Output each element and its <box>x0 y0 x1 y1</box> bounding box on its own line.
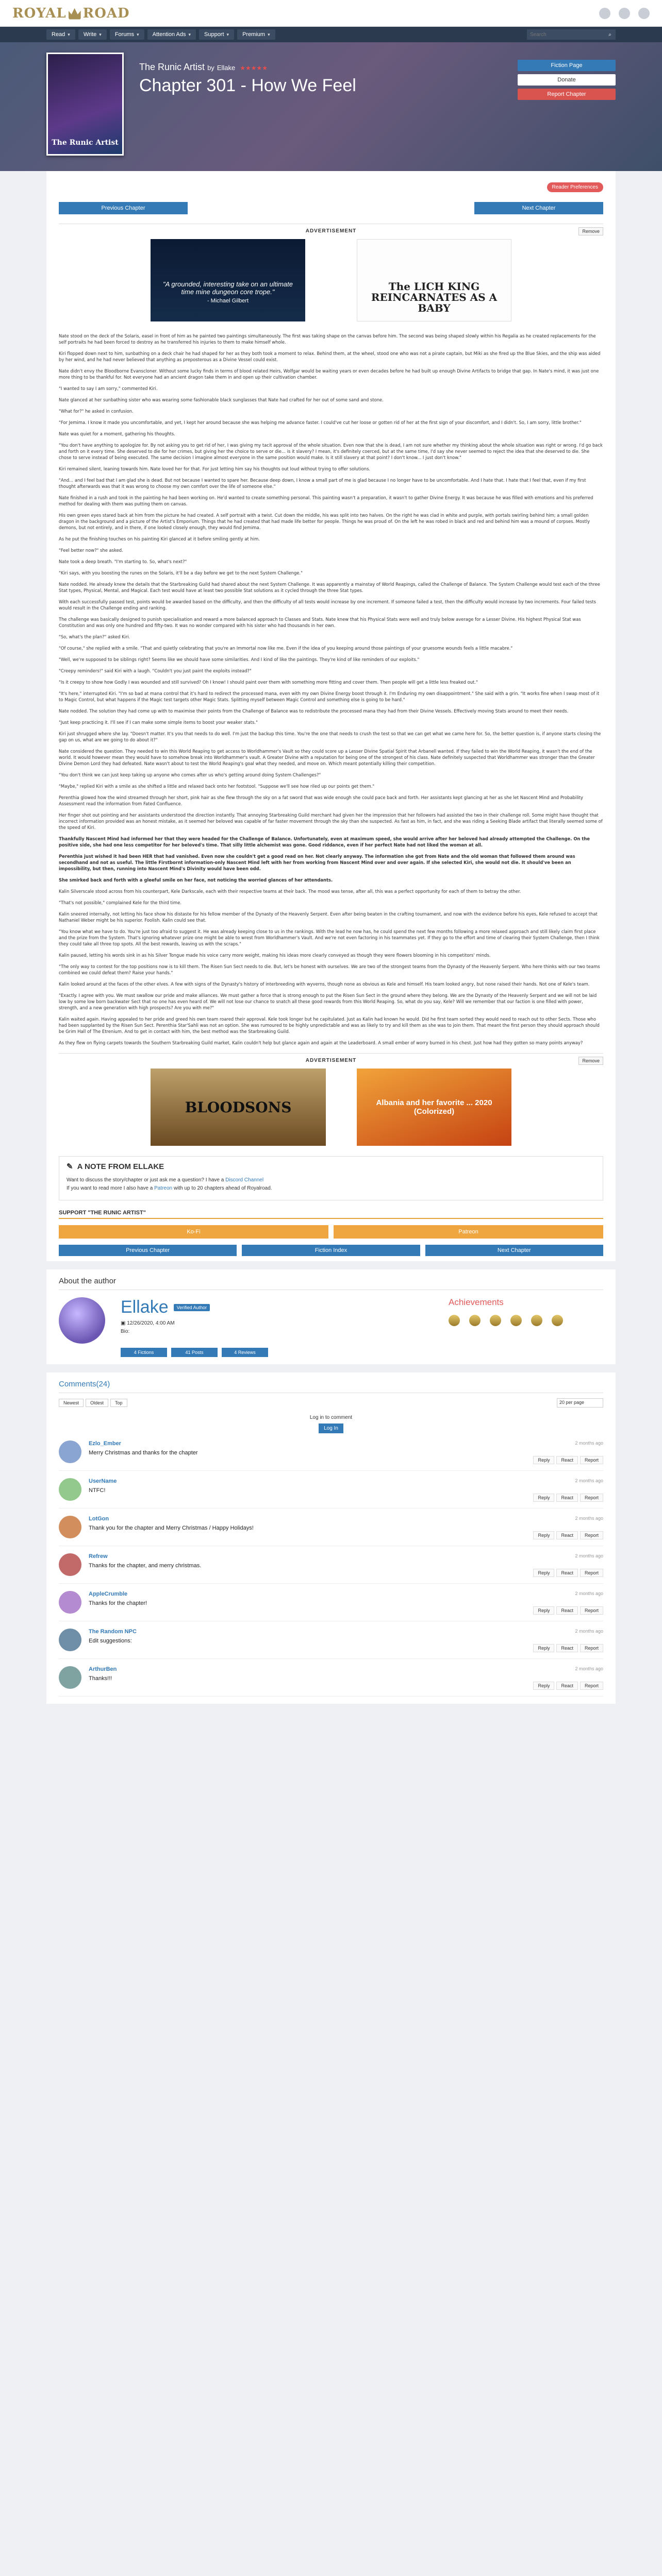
author-avatar[interactable] <box>59 1297 105 1344</box>
ad-banner[interactable]: "A grounded, interesting take on an ultimate time mine dungeon core trope." - Michael Gilbert <box>151 239 305 321</box>
commenter-avatar[interactable] <box>59 1478 81 1501</box>
nav-item-read[interactable] <box>46 29 75 40</box>
react-button[interactable]: React <box>556 1531 578 1539</box>
chapter-paragraph: "So, what's the plan?" asked Kiri. <box>59 634 130 639</box>
chapter-paragraph: Kalin paused, letting his words sink in as his Silver Tongue made his voice carry more weight, making his ideas more clearly conveyed as though they were flowers blooming in his competitors' minds. <box>59 953 491 958</box>
ad-block <box>59 1053 603 1146</box>
reply-button[interactable]: Reply <box>533 1644 554 1652</box>
nav-item-premium[interactable] <box>237 29 275 40</box>
comment-text: Thanks for the chapter! <box>89 1600 147 1606</box>
previous-chapter-button[interactable]: Previous Chapter <box>59 1245 237 1256</box>
crown-icon <box>69 7 81 20</box>
remove-ad-button[interactable]: Remove <box>578 227 603 235</box>
achievement-icon[interactable] <box>531 1315 542 1326</box>
chapter-paragraph: As they flew on flying carpets towards the Southern Starbreaking Guild market, Kalin couldn't help but glance again and again at the Leaderboard. A small ember of worry burned in his chest. Just how had they gotten so many points anyway? <box>59 1040 583 1045</box>
chapter-paragraph: His own green eyes stared back at him from the picture he had created. A self portrait with a twist. Cut down the middle, his was split into two halves. On the right he was clad in white and purple, with portals swirling behind him; a small golden dragon in the background and a picture of the Artist's Emporium. Things that he had created that had made life better for people. Things he was proud of. On the left he was robed in black and red and behind him was a mound of corpses. Mostly demons, but not entirely, and in there, if one looked closely enough, they would find Jemima. <box>59 513 590 530</box>
chapter-paragraph: Perenthia just wished it had been HER that had vanished. Even now she couldn't get a good read on her. Not clearly anyway. The information she got from Nate and the old woman that followed them around was secondhand and not as useful. The little Firstbornt information-only Nascent Mind left with her from working from Nascent Mind over and over again. If she selected Kiri, she would not die. It should've been an impossibility, but then, running into Nascent Mind's Divinity would have been odd. <box>59 854 575 871</box>
ad-block <box>59 224 603 321</box>
chevron-down-icon: ▾ <box>188 31 191 37</box>
previous-chapter-button[interactable]: Previous Chapter <box>59 202 188 214</box>
comment-time: 2 months ago <box>575 1591 603 1596</box>
chapter-paragraph: "Exactly. I agree with you. We must swallow our pride and make alliances. We must gather a force that is strong enough to put the Risen Sun Sect in the ground where they belong. We are the Dynasty of the Heavenly Serpent and we will not be laid low by some low born backwater Sect that no one has even heard of. We will not lose our chance to snatch all these good rewards from this World Reaping. So, what do you say, Kele? Will we remember that our faction is one filled with power, strength, and a new generation with high prospects? Are you with me?" <box>59 993 597 1010</box>
chevron-down-icon: ▾ <box>137 31 139 37</box>
commenter-avatar[interactable] <box>59 1629 81 1651</box>
chapter-paragraph: "Is it creepy to show how Godly I was wounded and still survived? Oh I know! I should paint over them with something more fitting and cover them. Then people will get a little less freaked out." <box>59 680 478 685</box>
author-note: ✎ A NOTE FROM ELLAKE Want to discuss the story/chapter or just ask me a question? I have a Discord Channel If you want to read more I also have a Patreon with up to 20 chapters ahead of Royalroad. <box>59 1156 603 1200</box>
chapter-paragraph: She smirked back and forth with a gleeful smile on her face, not noticing the worried glances of her attendants. <box>59 877 333 883</box>
story-cover[interactable]: The Runic Artist <box>46 53 124 156</box>
section-title: About the author <box>59 1277 603 1290</box>
main-nav <box>0 27 662 42</box>
comment-text: Edit suggestions: <box>89 1638 132 1644</box>
commenter-name[interactable]: AppleCrumble <box>89 1591 128 1597</box>
comment-text: Thanks!!! <box>89 1675 112 1682</box>
chapter-paragraph: "Kiri says, with you boosting the runes on the Solaris, it'll be a day before we get to the next System Challenge." <box>59 570 303 575</box>
commenter-avatar[interactable] <box>59 1666 81 1689</box>
story-title[interactable]: The Runic Artist <box>139 62 205 72</box>
report-button[interactable]: Report <box>580 1606 603 1615</box>
nav-item-label: Read <box>52 31 65 38</box>
chapter-paragraph: "That's not possible," complained Kele for the third time. <box>59 900 182 905</box>
chevron-down-icon: ▾ <box>226 31 229 37</box>
sort-option[interactable]: Top <box>110 1399 127 1407</box>
chapter-paragraph: "It's here," interrupted Kiri. "I'm so bad at mana control that it's hard to redirect the processed mana, even with my own Divine Energy boost through it. I'm Enduring my own disappointment." She said with a grin. "It works fine when I swap most of it to Magic Control, but what happens if the Magic test targets other Magic Stats. Splitting myself between Magic Control and something else is going to be hard." <box>59 691 600 702</box>
top-bar <box>0 0 662 27</box>
react-button[interactable]: React <box>556 1456 578 1464</box>
achievement-icon[interactable] <box>469 1315 481 1326</box>
chapter-paragraph: "And... and I feel bad that I am glad she is dead. But not because I wanted to spare her. Because deep down, I know a small part of me is glad because I no longer have to be uncomfortable. And I hate that. I hate that I feel that, even if my first thought afterwards was that it was wrong to choose my own comfort over the life of someone else." <box>59 478 586 489</box>
achievements-title: Achievements <box>449 1297 504 1307</box>
chapter-paragraph: Nate glanced at her sunbathing sister who was wearing some fashionable black sunglasses that Nate had crafted for her out of some sand and stone. <box>59 397 384 402</box>
author-name[interactable]: Ellake <box>121 1297 169 1317</box>
author-joined: ▣ 12/26/2020, 4:00 AM <box>121 1320 175 1326</box>
report-chapter-button[interactable]: Report Chapter <box>518 89 616 100</box>
nav-item-label: Attention Ads <box>152 31 186 38</box>
comment-item <box>59 1584 603 1621</box>
comment-text: Merry Christmas and thanks for the chapter <box>89 1450 198 1456</box>
chevron-down-icon: ▾ <box>99 31 102 37</box>
chapter-paragraph: Kalin sneered internally, not letting his face show his distaste for his fellow member of the Dynasty of the Heavenly Serpent. Even after being beaten in the crafting tournament, and now with the evidence before his eyes, Kele refused to accept that Nathaniel Weber might be his superior. Foolish. Kalin could see that. <box>59 911 598 923</box>
search-input[interactable] <box>527 29 604 40</box>
fiction-index-button[interactable]: Fiction Index <box>242 1245 420 1256</box>
achievement-icon[interactable] <box>490 1315 501 1326</box>
commenter-name[interactable]: UserName <box>89 1478 117 1484</box>
report-button[interactable]: Report <box>580 1531 603 1539</box>
ad-banner[interactable]: Albania and her favorite ... 2020 (Colorized) <box>357 1069 511 1146</box>
comment-time: 2 months ago <box>575 1516 603 1521</box>
chapter-paragraph: "You don't think we can just keep taking up anyone who comes after us who's getting around doing System Challenges?" <box>59 772 321 777</box>
sort-option[interactable]: Oldest <box>86 1399 108 1407</box>
chapter-paragraph: Nate stood on the deck of the Solaris, easel in front of him as he painted two paintings simultaneously. The first was taking shape on the canvas before him. The second was being shaped slowly within his Regalia as he created replacements for the self portraits he had been forced to destroy as he transferred his injuries to them to make himself whole. <box>59 333 596 345</box>
nav-item-attention-ads[interactable] <box>147 29 196 40</box>
chapter-paragraph: Thankfully Nascent Mind had informed her that they were headed for the Challenge of Balance. Unfortunately, even at maximum speed, she would arrive after her beloved had already attempted the Challenge. On the positive side, she had one less competitor for her beloved's time. That silly little alchemist was gone. Good riddance, even if her perfect Nate had not liked the woman at all. <box>59 836 590 848</box>
chapter-paragraph: "Just keep practicing it. I'll see if I can make some simple items to boost your weaker stats." <box>59 720 258 725</box>
comment-item <box>59 1433 603 1471</box>
site-logo[interactable]: ROYAL ROAD <box>12 5 130 21</box>
achievement-icon[interactable] <box>510 1315 522 1326</box>
nav-search <box>527 29 616 40</box>
react-button[interactable]: React <box>556 1569 578 1577</box>
chevron-down-icon: ▾ <box>268 31 270 37</box>
comment-item <box>59 1659 603 1697</box>
reply-button[interactable]: Reply <box>533 1682 554 1690</box>
about-author <box>46 1269 616 1364</box>
search-icon[interactable]: ⌕ <box>604 29 616 40</box>
commenter-name[interactable]: The Random NPC <box>89 1629 137 1635</box>
chapter-paragraph: "The only way to contest for the top positions now is to kill them. The Risen Sun Sect needs to die. But, let's be honest with ourselves. We are two of the strongest teams from the Dynasty of the Heavenly Serpent. Who here thinks with our two teams combined we could defeat them? Raise your hands." <box>59 964 600 975</box>
author-stat-button[interactable]: 4 Reviews <box>222 1348 268 1357</box>
rating-stars: ★★★★★ <box>240 64 268 72</box>
comment-item <box>59 1471 603 1509</box>
comments-title: Comments(24) <box>59 1380 603 1393</box>
messages-icon[interactable] <box>619 8 630 19</box>
comment-item <box>59 1546 603 1584</box>
notifications-icon[interactable] <box>599 8 610 19</box>
fiction-page-button[interactable]: Fiction Page <box>518 60 616 71</box>
discord-link[interactable]: Discord Channel <box>225 1177 264 1183</box>
chapter-paragraph: Nate didn't envy the Bloodborne Evanscloner. Without some lucky finds in terms of blood related Heirs, Wolfgar would be waiting years or even decades before he had built up enough Divine Artifacts to bridge that gap. In Nate's mind, it was just one more thing to be thankful for. Not everyone had an ancient dragon take them in and open up their cultivation chamber. <box>59 368 599 380</box>
chapter-paragraph: "You know what we have to do. You're just too afraid to suggest it. He was already keeping close to us in the rankings. With the lead he now has, he could spend the next few months following a more relaxed approach and still likely claim first place and the prize from the System. That's ignoring whatever prize one might be able to wrest from Worldhammer's Vault. And we're not even factoring in his teammates yet. If they go to the effort and time of clearing their System Challenge, then I think they could take all three top spots. All the best rewards, leaving us with the scraps." <box>59 929 600 946</box>
comment-time: 2 months ago <box>575 1629 603 1634</box>
comment-time: 2 months ago <box>575 1666 603 1671</box>
chapter-paragraph: Kalin waited again. Having appealed to her pride and greed his own team roared their approval. Kele took longer but he capitulated. Just as Kalin had known he would. Did he first team sorted they would need to reach out to other Sects. Those who had been supplanted by the Risen Sun Sect. Perenthia Star'Sahli was not an option. She was rumoured to be highly unpredictable and was as likely to try and kill them as she was to join them. That meant the first person they should approach should be Grim Hall of The Etrenium. And to get in contact with him, the best method was the Starbreaking Guild. <box>59 1016 600 1034</box>
chapter-paragraph: "Of course," she replied with a smile. "That and quietly celebrating that you're an Immortal now like me. Even if the idea of you keeping around those paintings of your gruesome wounds feels a little macabre." <box>59 646 513 651</box>
chapter-paragraph: "Maybe," replied Kiri with a smile as she shifted a little and relaxed back onto her footstool. "Suppose we'll see how riled up our points get them." <box>59 784 375 789</box>
react-button[interactable]: React <box>556 1644 578 1652</box>
report-button[interactable]: Report <box>580 1456 603 1464</box>
ad-banner[interactable]: BLOODSONS <box>151 1069 326 1146</box>
story-author[interactable]: Ellake <box>217 64 236 72</box>
report-button[interactable]: Report <box>580 1569 603 1577</box>
comment-time: 2 months ago <box>575 1440 603 1446</box>
nav-item-forums[interactable] <box>110 29 144 40</box>
next-chapter-button[interactable]: Next Chapter <box>474 202 603 214</box>
chapter-paragraph: "Creepy reminders!" said Kiri with a laugh. "Couldn't you just paint the exploits instead?" <box>59 668 252 673</box>
comment-text: NTFC! <box>89 1487 106 1494</box>
nav-item-label: Support <box>204 31 224 38</box>
commenter-name[interactable]: Refrew <box>89 1553 108 1560</box>
reader-preferences-button[interactable]: Reader Preferences <box>547 182 604 192</box>
chapter-paragraph: Nate took a deep breath. "I'm starting to. So, what's next?" <box>59 559 187 564</box>
chapter-paragraph: Perenthia glowed how the wind streamed through her short, pink hair as she flew through the sky on a fat sword that was wide enough she could pace back and forth. Her assistants kept glancing at her as she let Nascent Mind and Probability Assessment read the information from Fated Confluence. <box>59 795 584 806</box>
commenter-avatar[interactable] <box>59 1591 81 1614</box>
comment-item <box>59 1509 603 1546</box>
comments-section <box>46 1372 616 1704</box>
react-button[interactable]: React <box>556 1494 578 1502</box>
report-button[interactable]: Report <box>580 1494 603 1502</box>
sort-option[interactable]: Newest <box>59 1399 84 1407</box>
chapter-paragraph: As he put the finishing touches on his painting Kiri glanced at it before smiling gently at him. <box>59 536 260 541</box>
comment-text: Thank you for the chapter and Merry Christmas / Happy Holidays! <box>89 1525 254 1531</box>
chapter-paragraph: "Feel better now?" she asked. <box>59 548 123 553</box>
remove-ad-button[interactable]: Remove <box>578 1057 603 1065</box>
nav-item-support[interactable] <box>199 29 234 40</box>
reply-button[interactable]: Reply <box>533 1531 554 1539</box>
chapter-paragraph: "Well, we're supposed to be siblings right? Seems like we should have some similarities. And I kind of like the paintings. They're kind of like reminders of our exploits." <box>59 657 420 662</box>
chapter-paragraph: Kiri remained silent, leaning towards him. Nate loved her for that. For just letting him say his thoughts out loud without trying to offer solutions. <box>59 466 371 471</box>
chapter-container <box>46 171 616 1261</box>
donate-button[interactable]: Donate <box>518 74 616 86</box>
nav-item-label: Write <box>83 31 97 38</box>
kofi-button[interactable]: Ko-Fi <box>59 1225 328 1239</box>
page-size-select[interactable]: 20 per page <box>557 1398 603 1408</box>
next-chapter-button[interactable]: Next Chapter <box>425 1245 603 1256</box>
chapter-paragraph: Nate finished in a rush and took in the painting he had been working on. He'd wanted to create something personal. This painting wasn't a preparation, it wasn't to gather Divine Energy. It was because he was filled with emotions and his preferred method for dealing with them was putting them on canvas. <box>59 495 593 506</box>
author-stat-button[interactable]: 4 Fictions <box>121 1348 167 1357</box>
story-line: The Runic Artist by Ellake ★★★★★ <box>139 62 268 72</box>
chapter-paragraph: Nate considered the question. They needed to win this World Reaping to get access to Worldhammer's Vault so they could score up a Lesser Divine Spatial Spirit that Arbanell wanted. If they failed to win the World Reaping, it wasn't the end of the world. It would however mean they would have to somehow break into Worldhammer's vault. A Greater Divine with a reputation for being one of the strongest of his class. Nate definitely suspected that Worldhammer was stronger than the Greater Divine Demon Lord they had defeated. Nate wasn't about to test the World Reaping's goal what they needed, and move on. Which meant potentially killing their competition. <box>59 749 595 766</box>
comment-time: 2 months ago <box>575 1553 603 1558</box>
chapter-paragraph: The challenge was basically designed to punish specialisation and reward a more balanced approach to Classes and Stats. Nate knew that his Physical Stats were well and truly below average for a Lesser Divine. His highest Physical Stat was Constitution and was only one hundred and fifty-two. It was no wonder compared with his sister who had thousands in her own. <box>59 617 581 628</box>
nav-item-write[interactable] <box>78 29 107 40</box>
react-button[interactable]: React <box>556 1606 578 1615</box>
verified-badge: Verified Author <box>174 1304 210 1311</box>
ad-label: ADVERTISEMENT <box>305 228 357 234</box>
patreon-link[interactable]: Patreon <box>154 1185 173 1191</box>
commenter-avatar[interactable] <box>59 1516 81 1538</box>
chapter-paragraph: Nate was quiet for a moment, gathering his thoughts. <box>59 431 175 436</box>
chapter-paragraph: "What for?" he asked in confusion. <box>59 409 134 414</box>
chapter-paragraph: "For Jemima. I know it made you uncomfortable, and yet, I kept her around because she was helping me advance faster. I could've cut her loose or gotten rid of her at the first sign of your discomfort, and I didn't. So, I am sorry, little brother." <box>59 420 582 425</box>
support-title: SUPPORT "THE RUNIC ARTIST" <box>59 1210 146 1216</box>
ad-banner[interactable]: The LICH KING REINCARNATES AS A BABY <box>357 239 511 321</box>
calendar-icon: ▣ <box>121 1320 127 1326</box>
commenter-avatar[interactable] <box>59 1440 81 1463</box>
author-bio: Bio: <box>121 1329 130 1334</box>
chapter-paragraph: Kalin Silverscale stood across from his counterpart, Kele Darkscale, each with their respective teams at their back. The mood was tense, after all, this was a perfect opportunity for each of them to betray the other. <box>59 889 521 894</box>
comment-item <box>59 1621 603 1659</box>
chapter-paragraph: "You don't have anything to apologize for. By not asking you to get rid of her, I was giving my tacit approval of the whole situation. Even now that she is dead, I am not sure whether my thinking about the whole situation was right or wrong. I'd go back and forth on it every time. She deserved to die for her crimes, but giving her the choice to serve or die... is it slavery? I mean, it's definitely coerced, but at the same time, I'd say she never seemed to reject the idea that she deserved to die. She chose to serve instead of being executed. The same decision I imagine almost everyone in the same position would make. Is it still slavery at that point? I don't know... I just don't know." <box>59 443 603 460</box>
nav-item-label: Premium <box>242 31 266 38</box>
chapter-paragraph: With each successfully passed test, points would be awarded based on the difficulty, and then the difficulty of all tests would increase by one increment. If someone failed a test, then the difficulty would increase by two increments. Four failed tests would result in the Challenge ending and ranking. <box>59 599 597 611</box>
report-button[interactable]: Report <box>580 1682 603 1690</box>
chapter-paragraph: Nate nodded. He already knew the details that the Starbreaking Guild had shared about the next System Challenge. It was apparently a mainstay of World Reapings, called the Challenge of Balance. The System Challenge would test each of the three Stat types, Physical, Mental, and Magical. Each test would have at least two possible Stat solutions as it cycled through the three Stat types. <box>59 582 600 593</box>
patreon-button[interactable]: Patreon <box>334 1225 603 1239</box>
chapter-paragraph: Nate nodded. The solution they had come up with to maximise their points from the Challenge of Balance was to redistribute the processed mana they had from their Divine Vessels. Effectively moving Stats around to meet their needs. <box>59 708 569 714</box>
chapter-paragraph: Kiri just shrugged where she lay. "Doesn't matter. It's you that needs to do well. I'm just the backup this time. You're the one that needs to crush the test so that we can get what we came here for. So, the better question is, if anyone starts closing the gap on us, what are we going to do about it?" <box>59 731 601 742</box>
commenter-name[interactable]: ArthurBen <box>89 1666 117 1672</box>
author-stat-button[interactable]: 41 Posts <box>171 1348 218 1357</box>
reply-button[interactable]: Reply <box>533 1606 554 1615</box>
comment-text: Thanks for the chapter, and merry christmas. <box>89 1563 202 1569</box>
achievement-icon[interactable] <box>449 1315 460 1326</box>
chevron-down-icon: ▾ <box>68 31 70 37</box>
achievement-icon[interactable] <box>552 1315 563 1326</box>
commenter-avatar[interactable] <box>59 1553 81 1576</box>
chapter-paragraph: Kalin looked around at the faces of the other elves. A few with signs of the Dynasty's history of interbreeding with wyverns, though none as obvious as Kele and himself. His team looked angry, but none raised their hands. Not one of Kele's team. <box>59 981 590 987</box>
nav-item-label: Forums <box>114 31 135 38</box>
chapter-paragraph: "I wanted to say I am sorry," commented Kiri. <box>59 386 158 391</box>
report-button[interactable]: Report <box>580 1644 603 1652</box>
login-text: Log in to comment <box>309 1415 353 1420</box>
reply-button[interactable]: Reply <box>533 1569 554 1577</box>
chapter-paragraph: Kiri flopped down next to him, sunbathing on a deck chair he had shaped for her as they both took a moment to relax. Behind them, at the wheel, stood one who was not a pirate captain, but Miki as she fired up the Blue Skies, and the ship was aided by her wind, and he had never believed that anything as preposterous as a Divine Vessel could exist. <box>59 351 601 362</box>
reply-button[interactable]: Reply <box>533 1494 554 1502</box>
chapter-paragraph: Her finger shot out pointing and her assistants understood the direction instantly. That annoying Starbreaking Guild merchant had given her the impression that her followers had assisted the two in their challenge roll. Some might have thought that incorrect information provided was an honest mistake, as it seemed her beloved was capable of far faster movement through the sky than she suspected. As fast as him, in fact, and she was riding a Seeking Blade artifact that literally seemed some of the speed of Kiri. <box>59 812 603 830</box>
chapter-title: Chapter 301 - How We Feel <box>139 76 356 95</box>
reply-button[interactable]: Reply <box>533 1456 554 1464</box>
react-button[interactable]: React <box>556 1682 578 1690</box>
user-avatar[interactable] <box>638 8 650 19</box>
commenter-name[interactable]: Ezlo_Ember <box>89 1440 121 1447</box>
login-button[interactable]: Log In <box>319 1423 343 1433</box>
commenter-name[interactable]: LotGon <box>89 1516 109 1522</box>
comment-time: 2 months ago <box>575 1478 603 1483</box>
chapter-header <box>0 42 662 171</box>
note-icon: ✎ <box>67 1162 73 1171</box>
chapter-content <box>59 333 603 1046</box>
ad-label: ADVERTISEMENT <box>305 1058 357 1063</box>
